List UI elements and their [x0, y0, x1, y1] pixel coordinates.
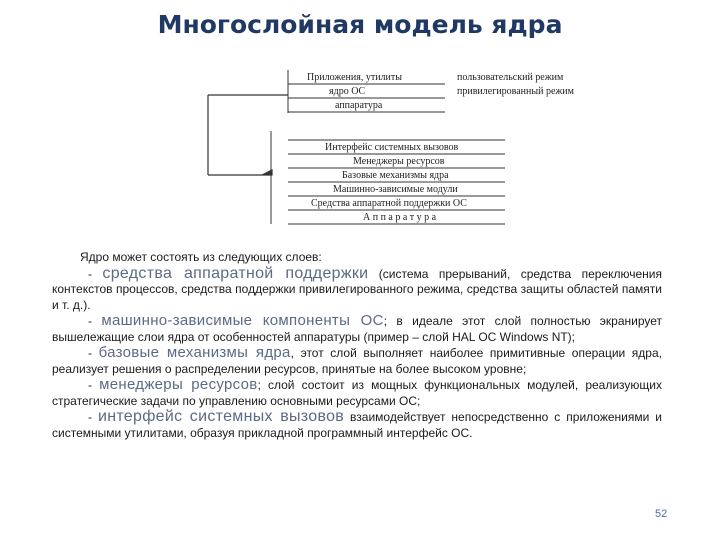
top-layer-applications: Приложения, утилиты — [307, 72, 402, 83]
item-description: ; слой состоит из мощных функциональных модулей, реализующих стратегические задачи по управлению основными ресурсами ОС; — [52, 378, 662, 408]
list-item — [52, 377, 662, 409]
expansion-connector — [208, 95, 288, 175]
top-layer-hardware: аппаратура — [335, 100, 383, 111]
list-item — [52, 409, 662, 441]
intro-paragraph: Ядро может состоять из следующих слоев: — [80, 250, 322, 264]
item-description: , этот слой выполняет наиболее примитивные операции ядра, реализует решения о распределении ресурсов, принятые на более высоком уровне; — [52, 346, 662, 376]
item-lead-term: менеджеры ресурсов — [99, 376, 258, 393]
item-description: (система прерываний, средства переключения контекстов процессов, средства поддержки привилегированного режима, средства защиты областей памяти и т. д.). — [52, 266, 663, 312]
kernel-layer-hardware: А п п а р а т у р а — [363, 212, 437, 223]
kernel-layer-machine-dependent: Машинно-зависимые модули — [333, 184, 458, 195]
item-dash: - — [88, 346, 92, 360]
item-lead-term: интерфейс системных вызовов — [97, 408, 345, 425]
kernel-layer-hardware-support: Средства аппаратной поддержки ОС — [311, 198, 467, 209]
item-description: ; в идеале этот слой полностью экранирует вышележащие слои ядра от особенностей аппаратуры (пример – слой HAL ОС Windows NT); — [52, 314, 662, 344]
list-item — [52, 266, 662, 314]
body-text — [52, 250, 662, 441]
privileged-mode-label: привилегированный режим — [457, 86, 574, 97]
item-lead-term: машинно-зависимые компоненты ОС — [101, 312, 384, 329]
item-description: взаимодействует непосредственно с приложениями и системными утилитами, образуя прикладной программный интерфейс ОС. — [52, 410, 662, 440]
item-dash: - — [88, 266, 92, 281]
kernel-layer-diagram — [0, 0, 720, 240]
item-dash: - — [88, 410, 92, 424]
kernel-layer-resource-managers: Менеджеры ресурсов — [353, 156, 445, 167]
page-number: 52 — [655, 508, 668, 520]
user-mode-label: пользовательский режим — [457, 72, 564, 83]
list-item — [52, 345, 662, 377]
kernel-layer-base-mechanisms: Базовые механизмы ядра — [342, 170, 449, 181]
item-lead-term: базовые механизмы ядра — [98, 344, 291, 361]
kernel-layer-syscall-interface: Интерфейс системных вызовов — [325, 142, 459, 153]
item-lead-term: средства аппаратной поддержки — [102, 264, 369, 282]
item-dash: - — [88, 314, 92, 328]
item-dash: - — [88, 378, 92, 392]
top-layer-os-kernel: ядро ОС — [329, 86, 366, 97]
slide-title: Многослойная модель ядра — [157, 10, 563, 39]
list-item — [52, 313, 662, 345]
